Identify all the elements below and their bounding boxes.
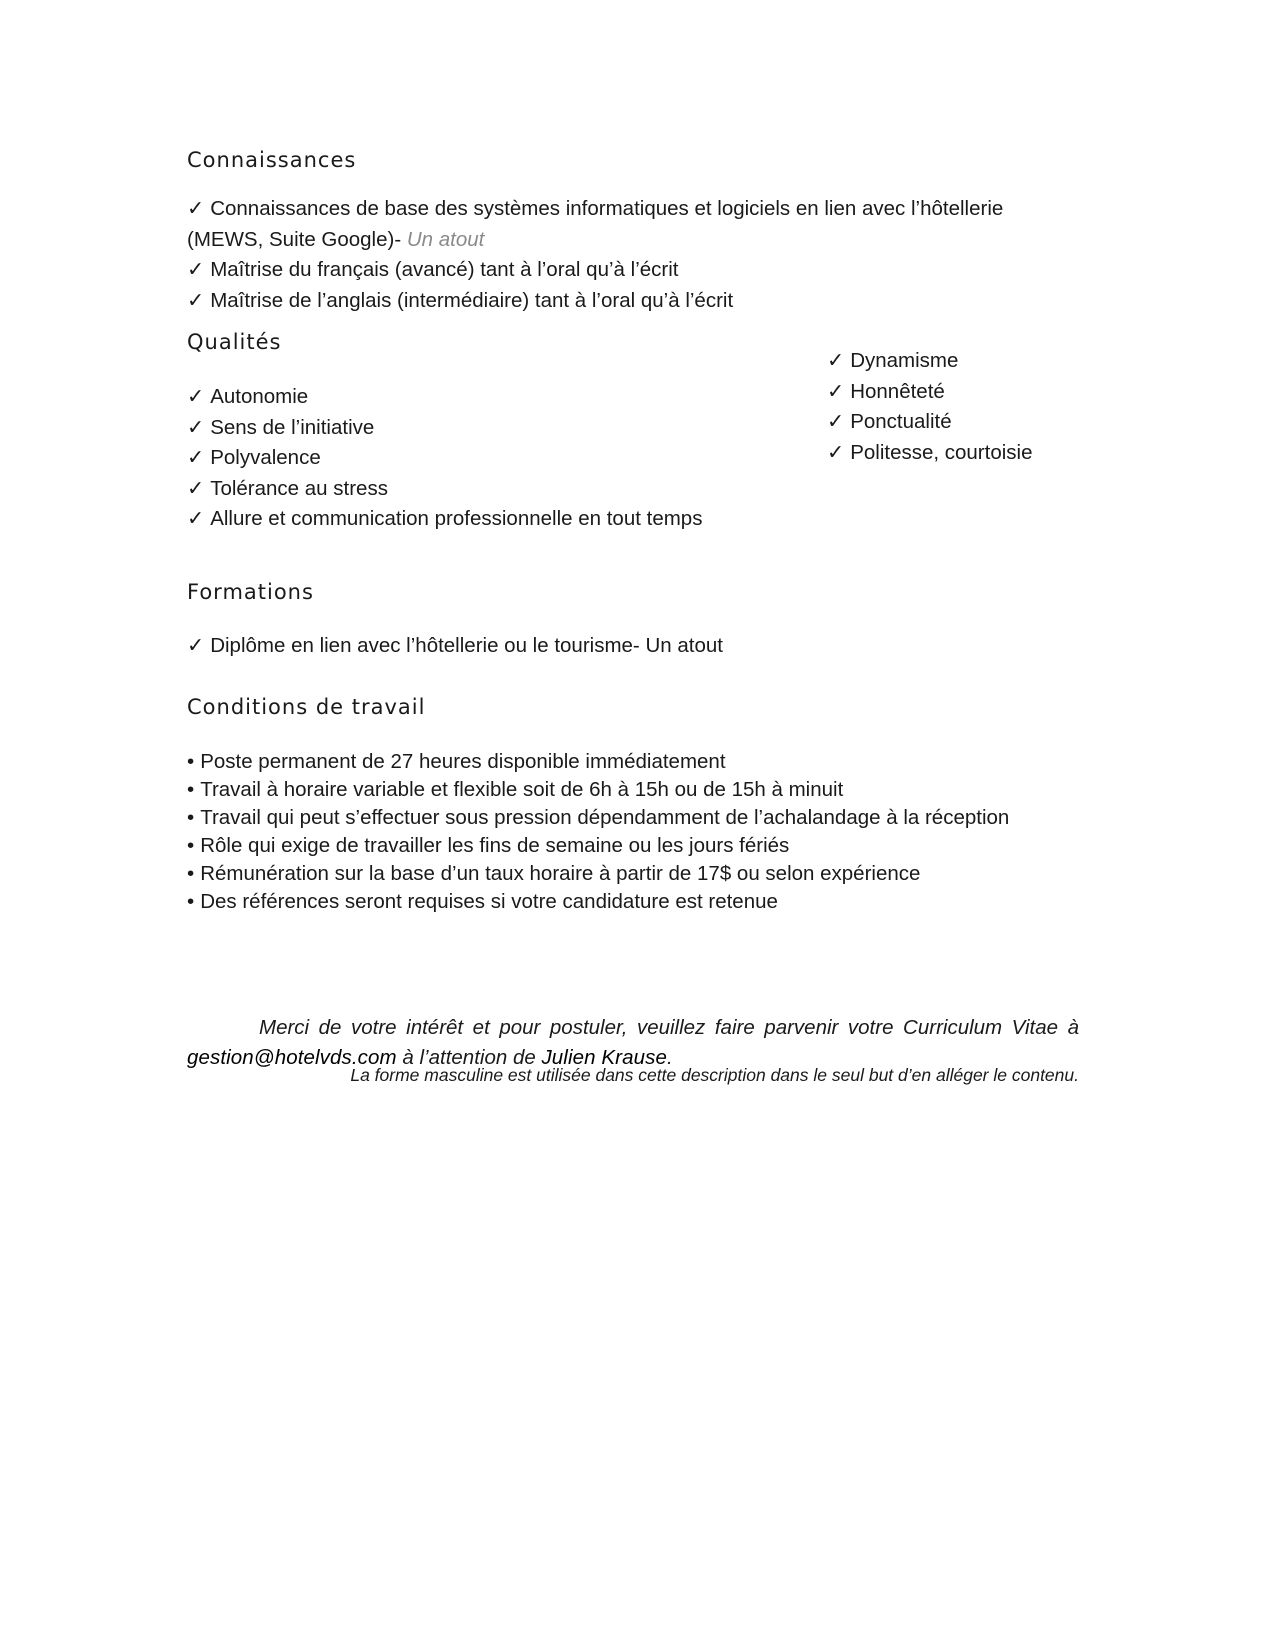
checkmark-icon: ✓	[827, 410, 845, 433]
connaissances-list	[187, 194, 1079, 316]
document-page	[187, 0, 1079, 1650]
list-item: ✓ Politesse, courtoisie	[827, 438, 1033, 469]
bullet-icon: •	[187, 862, 195, 885]
bullet-icon: •	[187, 778, 195, 801]
bullet-icon: •	[187, 834, 195, 857]
section-title-conditions: Conditions de travail	[187, 695, 426, 719]
checkmark-icon: ✓	[187, 197, 205, 220]
qualites-list-left	[187, 382, 702, 535]
atout-note: Un atout	[406, 227, 485, 251]
list-item: ✓ Ponctualité	[827, 407, 1033, 438]
list-item: ✓ Autonomie	[187, 382, 702, 413]
checkmark-icon: ✓	[187, 446, 205, 469]
checkmark-icon: ✓	[187, 476, 205, 500]
list-item: ✓ Allure et communication professionnelle en tout temps	[187, 504, 702, 535]
checkmark-icon: ✓	[187, 634, 205, 657]
list-item: ✓ Tolérance au stress	[187, 474, 702, 505]
section-title-connaissances: Connaissances	[187, 148, 357, 172]
list-item: ✓ Polyvalence	[187, 443, 702, 474]
list-item: ✓ Maîtrise du français (avancé) tant à l’oral qu’à l’écrit	[187, 255, 1079, 286]
list-item: • Poste permanent de 27 heures disponible immédiatement	[187, 748, 1009, 776]
list-item: • Travail qui peut s’effectuer sous pression dépendamment de l’achalandage à la réception	[187, 804, 1009, 832]
list-item: ✓ Connaissances de base des systèmes informatiques et logiciels en lien avec l’hôtellerie (MEWS, Suite Google)- Un atout	[187, 194, 1079, 255]
checkmark-icon: ✓	[187, 288, 205, 312]
list-item: • Travail à horaire variable et flexible soit de 6h à 15h ou de 15h à minuit	[187, 776, 1009, 804]
qualites-list-right	[827, 346, 1033, 468]
conditions-list	[187, 748, 1009, 916]
checkmark-icon: ✓	[827, 440, 845, 464]
checkmark-icon: ✓	[187, 415, 205, 439]
section-title-formations: Formations	[187, 580, 314, 604]
list-item: ✓ Honnêteté	[827, 377, 1033, 408]
bullet-icon: •	[187, 890, 195, 913]
bullet-icon: •	[187, 750, 195, 773]
checkmark-icon: ✓	[187, 258, 205, 281]
closing-paragraph: Merci de votre intérêt et pour postuler, veuillez faire parvenir votre Curriculum Vitae à gestion@hotelvds.com à l’attention de Julien Krause.	[187, 1015, 1079, 1069]
gender-note: La forme masculine est utilisée dans cette description dans le seul but d’en alléger le contenu.	[350, 1065, 1079, 1085]
list-item: • Rémunération sur la base d’un taux horaire à partir de 17$ ou selon expérience	[187, 860, 1009, 888]
list-item: ✓ Diplôme en lien avec l’hôtellerie ou le tourisme- Un atout	[187, 631, 723, 662]
list-item: ✓ Maîtrise de l’anglais (intermédiaire) tant à l’oral qu’à l’écrit	[187, 286, 1079, 317]
list-item: • Des références seront requises si votre candidature est retenue	[187, 888, 1009, 916]
section-title-qualites: Qualités	[187, 330, 282, 354]
list-item: • Rôle qui exige de travailler les fins de semaine ou les jours fériés	[187, 832, 1009, 860]
formations-list	[187, 631, 723, 662]
checkmark-icon: ✓	[827, 349, 845, 372]
bullet-icon: •	[187, 806, 195, 829]
contact-name: Julien Krause	[541, 1045, 667, 1069]
checkmark-icon: ✓	[187, 507, 205, 530]
contact-email: gestion@hotelvds.com	[187, 1045, 397, 1069]
checkmark-icon: ✓	[187, 385, 205, 408]
list-item: ✓ Dynamisme	[827, 346, 1033, 377]
list-item: ✓ Sens de l’initiative	[187, 413, 702, 444]
checkmark-icon: ✓	[827, 379, 845, 403]
